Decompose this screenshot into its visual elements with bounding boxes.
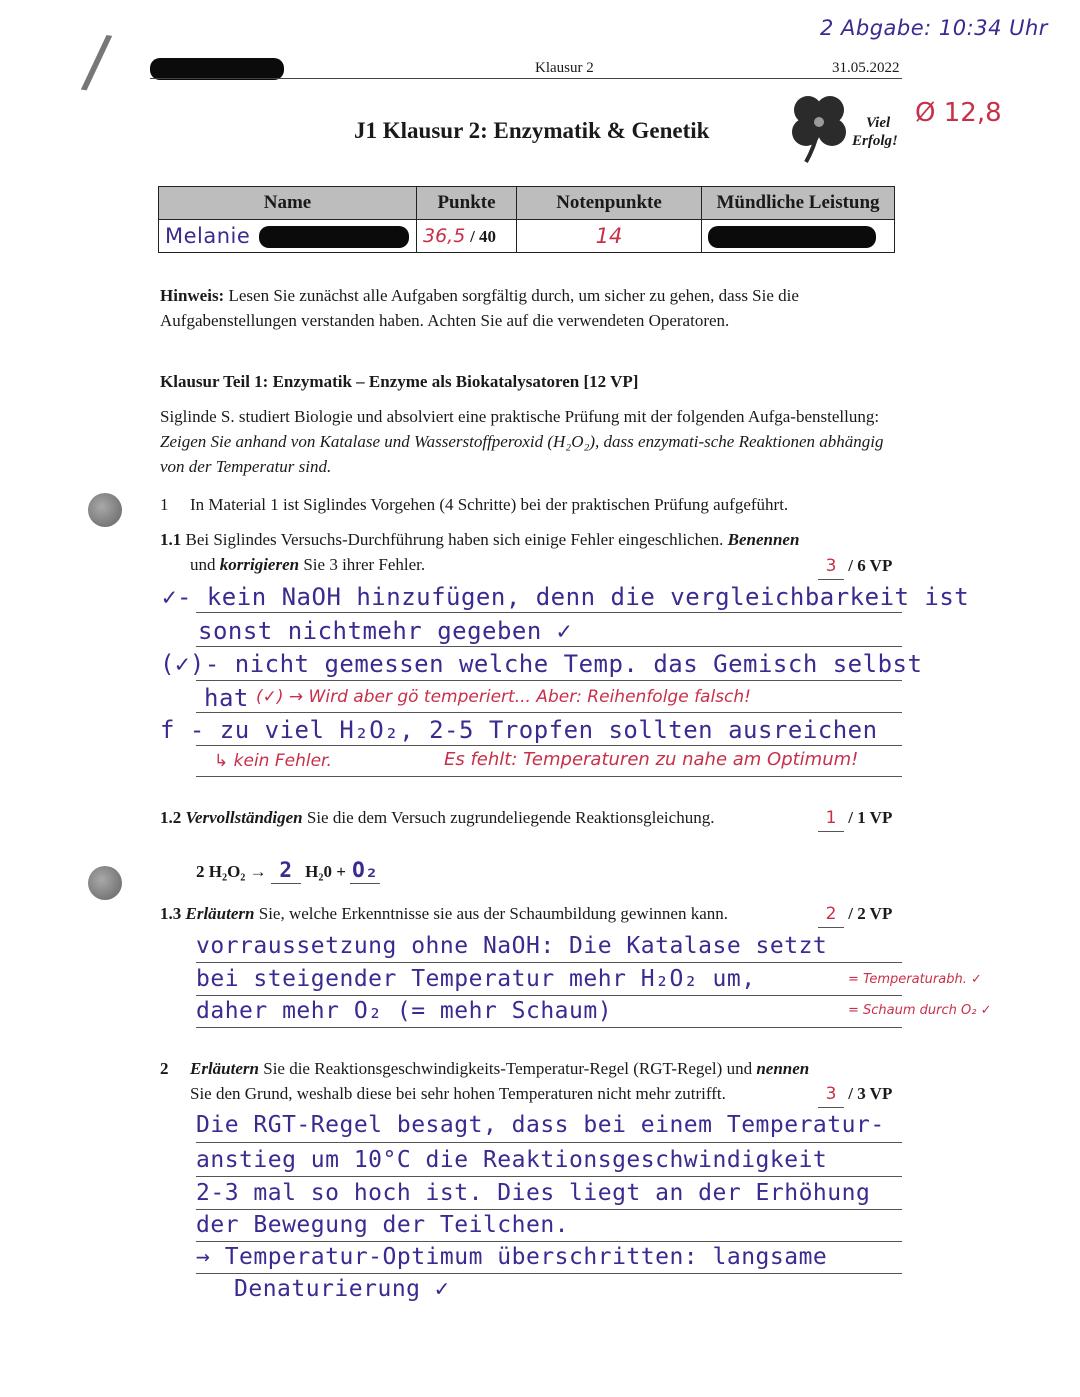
task1-1-op1: Benennen [727,530,800,549]
task1-1-answer-3: (✓)- nicht gemessen welche Temp. das Gemisch selbst [160,650,923,678]
col-name: Name [159,187,417,220]
header-center: Klausur 2 [535,60,594,76]
equation-left: 2 H₂O₂ → [196,862,267,881]
score-table [158,186,895,253]
task1-1-text-c: Sie 3 ihrer Fehler. [299,555,426,574]
task1-text: In Material 1 ist Siglindes Vorgehen (4 Schritte) bei der praktischen Prüfung aufgeführt. [190,495,789,514]
task2-answer-3: 2-3 mal so hoch ist. Dies liegt an der Erhöhung [196,1180,871,1206]
header-date: 31.05.2022 [832,60,900,76]
task1-2-score-max: / 1 VP [848,808,893,827]
part1-intro-italic: Zeigen Sie anhand von Katalase und Wasserstoffperoxid (H₂O₂), dass enzymati-sche Reaktionen abhängig von der Temperatur sind. [160,432,884,476]
equation-mid: H₂0 + [305,862,346,881]
class-average-note: Ø 12,8 [915,98,1002,128]
page-title: J1 Klausur 2: Enzymatik & Genetik [354,118,710,143]
part1-intro [160,404,906,479]
punch-hole [88,866,122,900]
answer-rule [196,1241,902,1242]
task2-text-a: Sie die Reaktionsgeschwindigkeits-Temperatur-Regel (RGT-Regel) und [258,1059,757,1078]
student-name-cell [159,220,417,253]
answer-rule [196,646,902,647]
header-rule [150,78,902,79]
task1-3-red-note-1: = Temperaturabh. ✓ [848,972,982,987]
oral-cell [702,220,895,253]
task1-1-op2: korrigieren [219,555,300,574]
task1-1-answer-2: sonst nichtmehr gegeben ✓ [198,617,572,645]
good-luck-line1: Viel [866,115,891,131]
grade-points-value: 14 [595,223,623,248]
task1-1-score-max: / 6 VP [848,556,893,575]
grade-points-cell [517,220,702,253]
points-cell [417,220,517,253]
col-oral: Mündliche Leistung [702,187,895,220]
task1-1-score [818,553,892,580]
part1-title: Klausur Teil 1: Enzymatik – Enzyme als Biokatalysatoren [12 VP] [160,372,639,391]
task1-2-prompt [160,805,714,830]
answer-rule [196,776,902,777]
task1-3-score-max: / 2 VP [848,904,893,923]
task1-1-answer-1: ✓- kein NaOH hinzufügen, denn die vergleichbarkeit ist [162,583,970,611]
equation-product: O₂ [352,858,379,882]
answer-rule [196,712,902,713]
answer-rule [196,995,902,996]
corner-pen-mark: / [79,18,115,104]
hint-paragraph [160,283,906,333]
points-handwritten: 36,5 [423,224,466,247]
task2-op1: Erläutern [190,1059,259,1078]
answer-rule [196,1142,902,1143]
task1-3-score [818,901,892,928]
redaction-block [708,226,876,248]
points-max: / 40 [470,226,497,246]
task2-answer-4: der Bewegung der Teilchen. [196,1212,570,1238]
task1-3-number: 1.3 [160,904,182,923]
task1-3-red-note-2: = Schaum durch O₂ ✓ [848,1003,992,1018]
equation-coefficient: 2 [271,858,301,884]
clover-icon [784,88,854,166]
redaction-block [150,58,284,80]
answer-rule [196,1027,902,1028]
redaction-block [259,226,409,248]
answer-rule [196,1273,902,1274]
task2-number: 2 [160,1059,169,1078]
task1-1-text-b: und [190,555,220,574]
task1-3-answer-3: daher mehr O₂ (= mehr Schaum) [196,998,613,1024]
task1-3-answer-1: vorraussetzung ohne NaOH: Die Katalase setzt [196,933,828,959]
task1-3-op: Erläutern [185,904,255,923]
submission-time-note: 2 Abgabe: 10:34 Uhr [820,16,1048,40]
task1-2-score-value: 1 [818,806,844,832]
task2-answer-1: Die RGT-Regel besagt, dass bei einem Temperatur- [196,1112,885,1138]
answer-rule [196,680,902,681]
task1-1-text-a: Bei Siglindes Versuchs-Durchführung haben sich einige Fehler eingeschlichen. [185,530,728,549]
task1-2-op: Vervollständigen [185,808,303,827]
task1-1-red-note-1: (✓) → Wird aber gö temperiert... Aber: Reihenfolge falsch! [256,687,751,707]
answer-rule [196,745,902,746]
task1-1-answer-5: f - zu viel H₂O₂, 2-5 Tropfen sollten ausreichen [160,716,878,744]
answer-rule [196,612,902,613]
task1-2-text: Sie die dem Versuch zugrundeliegende Reaktionsgleichung. [302,808,715,827]
hint-label: Hinweis: [160,286,225,305]
task2-answer-5: → Temperatur-Optimum überschritten: langsame [196,1244,828,1270]
task2-text-b: Sie den Grund, weshalb diese bei sehr hohen Temperaturen nicht mehr zutrifft. [190,1084,726,1103]
task1-1-red-note-2: ↳ kein Fehler. [214,751,332,771]
task1-3-prompt [160,901,728,926]
task1-1-number: 1.1 [160,530,182,549]
task2-op2: nennen [756,1059,810,1078]
punch-hole [88,493,122,527]
task2-answer-6: Denaturierung ✓ [234,1276,450,1302]
good-luck-line2: Erfolg! [852,133,898,149]
task2-answer-2: anstieg um 10°C die Reaktionsgeschwindigkeit [196,1147,828,1173]
reaction-equation [196,858,380,884]
col-points: Punkte [417,187,517,220]
task1-1-score-value: 3 [818,554,844,580]
task2-score-value: 3 [818,1082,844,1108]
task2-score-max: / 3 VP [848,1084,893,1103]
answer-rule [196,1209,902,1210]
task2-score [818,1081,892,1108]
task1-2-score [818,805,892,832]
part1-intro-plain: Siglinde S. studiert Biologie und absolviert eine praktische Prüfung mit der folgenden Aufga-benstellung: [160,407,880,426]
task1-1-red-note-3: Es fehlt: Temperaturen zu nahe am Optimum! [444,749,859,770]
task1-number: 1 [160,495,169,514]
task2-prompt [190,1056,906,1106]
hint-text: Lesen Sie zunächst alle Aufgaben sorgfältig durch, um sicher zu gehen, dass Sie die Aufgabenstellungen verstanden haben. Achten Sie auf die verwendeten Operatoren. [160,286,799,330]
task1-1-prompt [160,527,906,577]
task1-3-answer-2: bei steigender Temperatur mehr H₂O₂ um, [196,966,756,992]
task1-3-score-value: 2 [818,902,844,928]
answer-rule [196,1176,902,1177]
answer-rule [196,962,902,963]
student-name: Melanie [165,223,251,248]
task1-1-answer-4: hat [204,684,249,712]
task1-2-number: 1.2 [160,808,182,827]
task1-3-text: Sie, welche Erkenntnisse sie aus der Schaumbildung gewinnen kann. [254,904,729,923]
col-grade-points: Notenpunkte [517,187,702,220]
